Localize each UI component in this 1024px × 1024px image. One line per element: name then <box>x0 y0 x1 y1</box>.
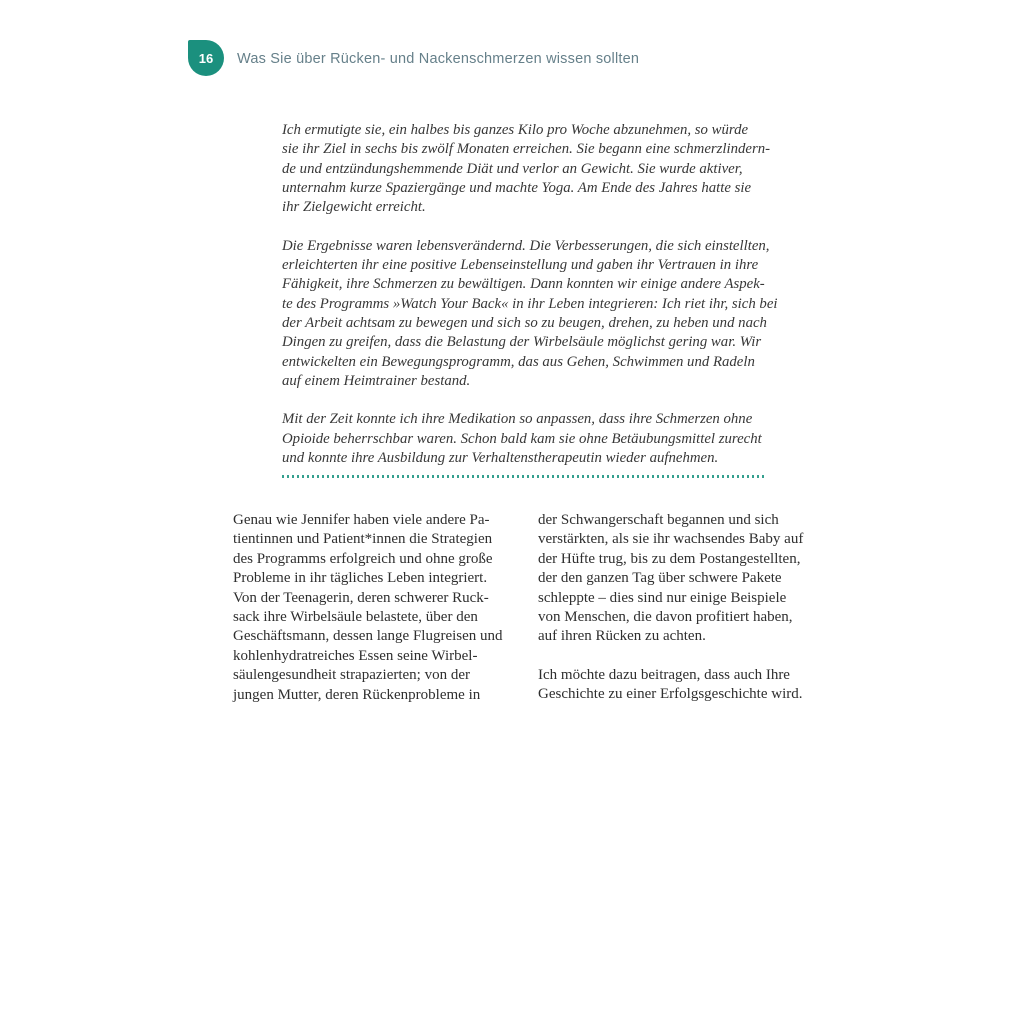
page-number: 16 <box>198 50 214 66</box>
quote-paragraph-1: Ich ermutigte sie, ein halbes bis ganzes Kilo pro Woche abzunehmen, so würde sie ihr Ziel in sechs bis zwölf Monaten erreichen. Sie begann eine schmerzlindern- de und entzündungshemmende Diät und verlor an Gewicht. Sie wurde aktiver, unternahm kurze Spaziergänge und machte Yoga. Am Ende des Jahres hatte sie ihr Zielgewicht erreicht. <box>282 122 771 216</box>
dotted-divider <box>282 475 766 478</box>
quote-paragraph-3: Mit der Zeit konnte ich ihre Medikation so anpassen, dass ihre Schmerzen ohne Opioide beherrschbar waren. Schon bald kam sie ohne Betäubungsmittel zurecht und konnte ihre Ausbildung zur Verhaltenstherapeutin wieder aufnehmen. <box>282 411 762 467</box>
page-number-badge <box>188 40 224 76</box>
chapter-header-title: Was Sie über Rücken- und Nackenschmerzen wissen sollten <box>237 51 640 67</box>
quote-paragraph-2: Die Ergebnisse waren lebensverändernd. Die Verbesserungen, die sich einstellten, erleichterten ihr eine positive Lebenseinstellung und gaben ihr Vertrauen in ihre Fähigkeit, ihre Schmerzen zu bewältigen. Dann konnten wir einige andere Aspek- te des Programms »Watch Your Back« in ihr Leben integrieren: Ich riet ihr, sich bei der Arbeit achtsam zu bewegen und sich so zu beugen, drehen, zu heben und nach Dingen zu greifen, dass die Belastung der Wirbelsäule möglichst gering war. Wir entwickelten ein Bewegungsprogramm, das aus Gehen, Schwimmen und Radeln auf einem Heimtrainer bestand. <box>282 237 778 390</box>
left-column <box>233 511 516 724</box>
right-column <box>538 511 821 724</box>
body-paragraph-right-2: Ich möchte dazu beitragen, dass auch Ihre Geschichte zu einer Erfolgsgeschichte wird. <box>538 666 803 703</box>
body-paragraph-right-1: der Schwangerschaft begannen und sich verstärkten, als sie ihr wachsendes Baby auf der Hüfte trug, bis zu dem Postangestellten, der den ganzen Tag über schwere Pakete schleppte – dies sind nur einige Beispiele von Menschen, die davon profitiert haben, auf ihren Rücken zu achten. <box>538 512 804 645</box>
case-study-quote <box>282 121 778 488</box>
body-paragraph-left: Genau wie Jennifer haben viele andere Pa- tientinnen und Patient*innen die Strategien des Programms erfolgreich und ohne große Probleme in ihr tägliches Leben integriert. Von der Teenagerin, deren schwerer Ruck- sack ihre Wirbelsäule belastete, über den Geschäftsmann, dessen lange Flugreisen und kohlenhydratreiches Essen seine Wirbel- säulengesundheit strapazierten; von der jungen Mutter, deren Rückenprobleme in <box>233 512 503 703</box>
two-column-body <box>233 511 823 724</box>
